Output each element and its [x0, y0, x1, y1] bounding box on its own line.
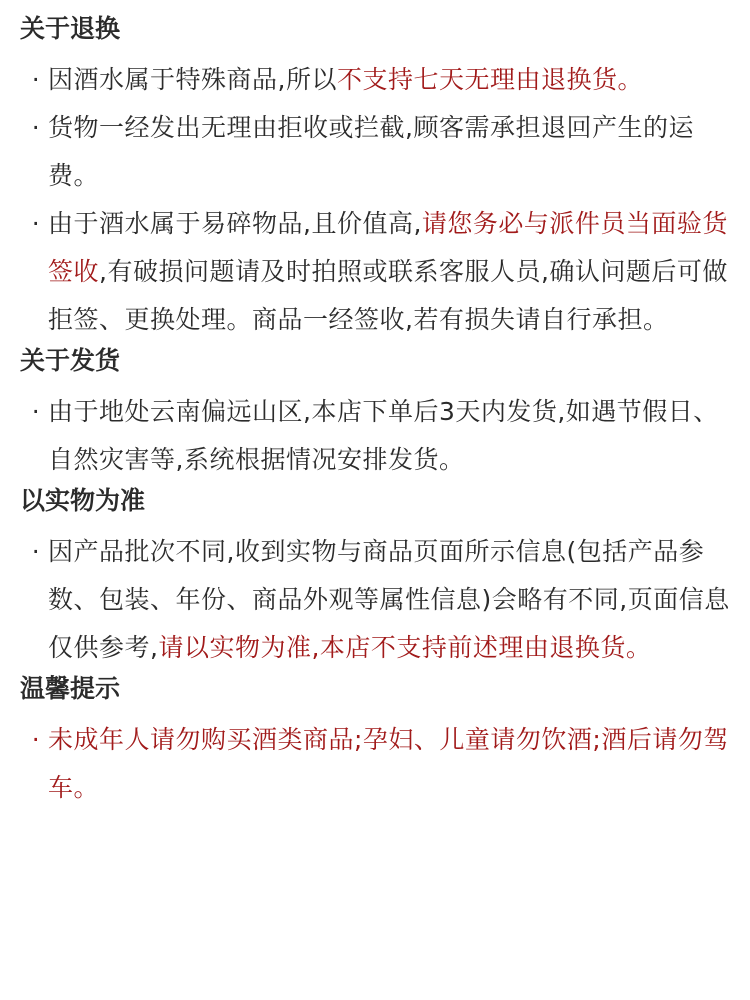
section-title: 关于退换 [20, 14, 121, 43]
item-text: ,有破损问题请及时拍照或联系客服人员,确认问题后可做拒签、更换处理。商品一经签收,若有损失请自行承担。 [48, 257, 728, 334]
list-item [20, 200, 732, 344]
item-text: 由于地处云南偏远山区,本店下单后3天内发货,如遇节假日、自然灾害等,系统根据情况安排发货。 [48, 397, 719, 474]
bullet-dot: · [31, 725, 41, 754]
list-item [20, 388, 732, 484]
item-text: 因酒水属于特殊商品,所以 [48, 65, 337, 94]
section-actual-goods [20, 486, 732, 672]
bullet-dot: · [31, 397, 41, 426]
section-reminder [20, 674, 732, 812]
item-text: 货物一经发出无理由拒收或拦截,顾客需承担退回产生的运费。 [48, 113, 694, 190]
bullet-dot: · [31, 65, 41, 94]
item-text: 由于酒水属于易碎物品,且价值高, [48, 209, 422, 238]
list-item [20, 104, 732, 200]
bullet-dot: · [31, 209, 41, 238]
list-item [20, 528, 732, 672]
section-returns [20, 14, 732, 344]
item-text: 因产品批次不同,收到实物与商品页面所示信息(包括产品参数、包装、年份、商品外观等属性信息)会略有不同,页面信息仅供参考, [48, 537, 730, 662]
bullet-dot: · [31, 537, 41, 566]
item-text-highlight: 请您务必与派件员当面验货签收 [48, 209, 728, 286]
item-text-highlight: 不支持七天无理由退换货。 [336, 65, 643, 94]
section-title: 温馨提示 [20, 674, 121, 703]
list-item [20, 56, 732, 104]
section-shipping [20, 346, 732, 484]
item-text-highlight: 请以实物为准,本店不支持前述理由退换货。 [158, 633, 652, 662]
section-title: 关于发货 [20, 346, 121, 375]
item-text-highlight: 未成年人请勿购买酒类商品;孕妇、儿童请勿饮酒;酒后请勿驾车。 [48, 725, 729, 802]
list-item [20, 716, 732, 812]
bullet-dot: · [31, 113, 41, 142]
section-title: 以实物为准 [20, 486, 146, 515]
